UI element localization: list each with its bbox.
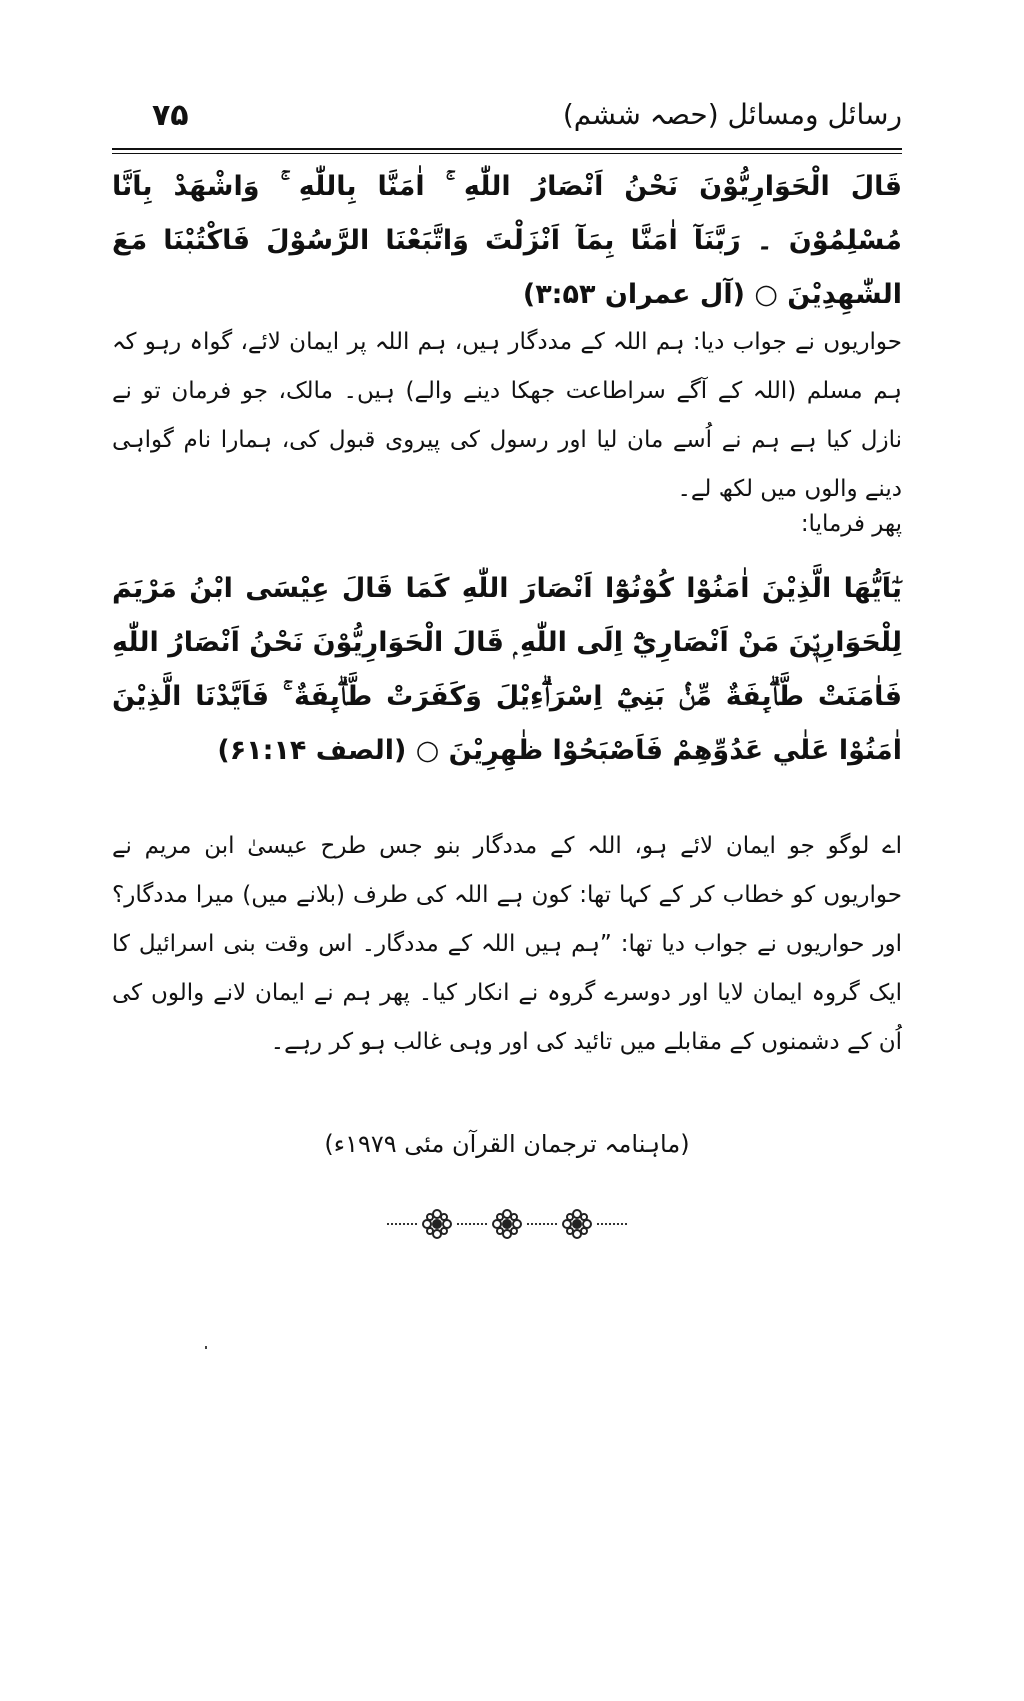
page-number: ۷۵ (152, 98, 189, 133)
ornament-dots (597, 1223, 627, 1225)
flower-ornament-icon (421, 1208, 453, 1240)
section-ornament (112, 1208, 902, 1240)
section-label: پھر فرمایا: (800, 511, 902, 537)
flower-ornament-icon (491, 1208, 523, 1240)
translation-2: اے لوگو جو ایمان لائے ہو، اللہ کے مددگار بنو جس طرح عیسیٰ ابن مریم نے حواریوں کو خطاب کر کے کہا تھا: کون ہے اللہ کی طرف (بلانے میں) میرا مددگار؟ اور حواریوں نے جواب دیا تھا: ”ہم ہیں اللہ کے مددگار۔ اس وقت بنی اسرائیل کا ایک گروہ ایمان لایا اور دوسرے گروہ نے انکار کیا۔ پھر ہم نے ایمان لانے والوں کی اُن کے دشمنوں کے مقابلے میں تائید کی اور وہی غالب ہو کر رہے۔ (112, 833, 902, 1055)
flower-ornament-icon (561, 1208, 593, 1240)
ornament-dots (387, 1223, 417, 1225)
translation-1: حواریوں نے جواب دیا: ہم اللہ کے مددگار ہیں، ہم اللہ پر ایمان لائے، گواہ رہو کہ ہم مسلم (اللہ کے آگے سراطاعت جھکا دینے والے) ہیں۔ مالک، جو فرمان تو نے نازل کیا ہے ہم نے اُسے مان لیا اور رسول کی پیروی قبول کی، ہمارا نام گواہی دینے والوں میں لکھ لے۔ (112, 329, 902, 502)
source-citation: (ماہنامہ ترجمان القرآن مئی ۱۹۷۹ء) (324, 1130, 690, 1158)
ornament-dots (527, 1223, 557, 1225)
book-title: رسائل ومسائل (حصہ ششم) (562, 98, 902, 131)
quran-verse-1: قَالَ الْحَوَارِيُّوْنَ نَحْنُ اَنْصَارُ اللّٰهِ ۚ اٰمَنَّا بِاللّٰهِ ۚ وَاشْهَدْ بِاَنَّا مُسْلِمُوْنَ ۔ رَبَّنَآ اٰمَنَّا بِمَآ اَنْزَلْتَ وَاتَّبَعْنَا الرَّسُوْلَ فَاكْتُبْنَا مَعَ الشّٰهِدِيْنَ ○ (آل عمران ۳:۵۳) (112, 171, 902, 310)
quran-verse-2: يٰٓاَيُّهَا الَّذِيْنَ اٰمَنُوْا كُوْنُوْٓا اَنْصَارَ اللّٰهِ كَمَا قَالَ عِيْسَى ابْنُ مَرْيَمَ لِلْحَوَارِيّٖنَ مَنْ اَنْصَارِيْٓ اِلَى اللّٰهِ ۭ قَالَ الْحَوَارِيُّوْنَ نَحْنُ اَنْصَارُ اللّٰهِ فَاٰمَنَتْ طَّاۗىِٕفَةٌ مِّنْۢ بَنِيْٓ اِسْرَاۗءِيْلَ وَكَفَرَتْ طَّاۗىِٕفَةٌ ۚ فَاَيَّدْنَا الَّذِيْنَ اٰمَنُوْا عَلٰي عَدُوِّهِمْ فَاَصْبَحُوْا ظٰهِرِيْنَ ○ (الصف ۶۱:۱۴) (112, 573, 902, 766)
ornament-dots (457, 1223, 487, 1225)
header-rule (112, 148, 902, 154)
page-header (112, 92, 902, 144)
scan-speck (205, 1346, 207, 1349)
